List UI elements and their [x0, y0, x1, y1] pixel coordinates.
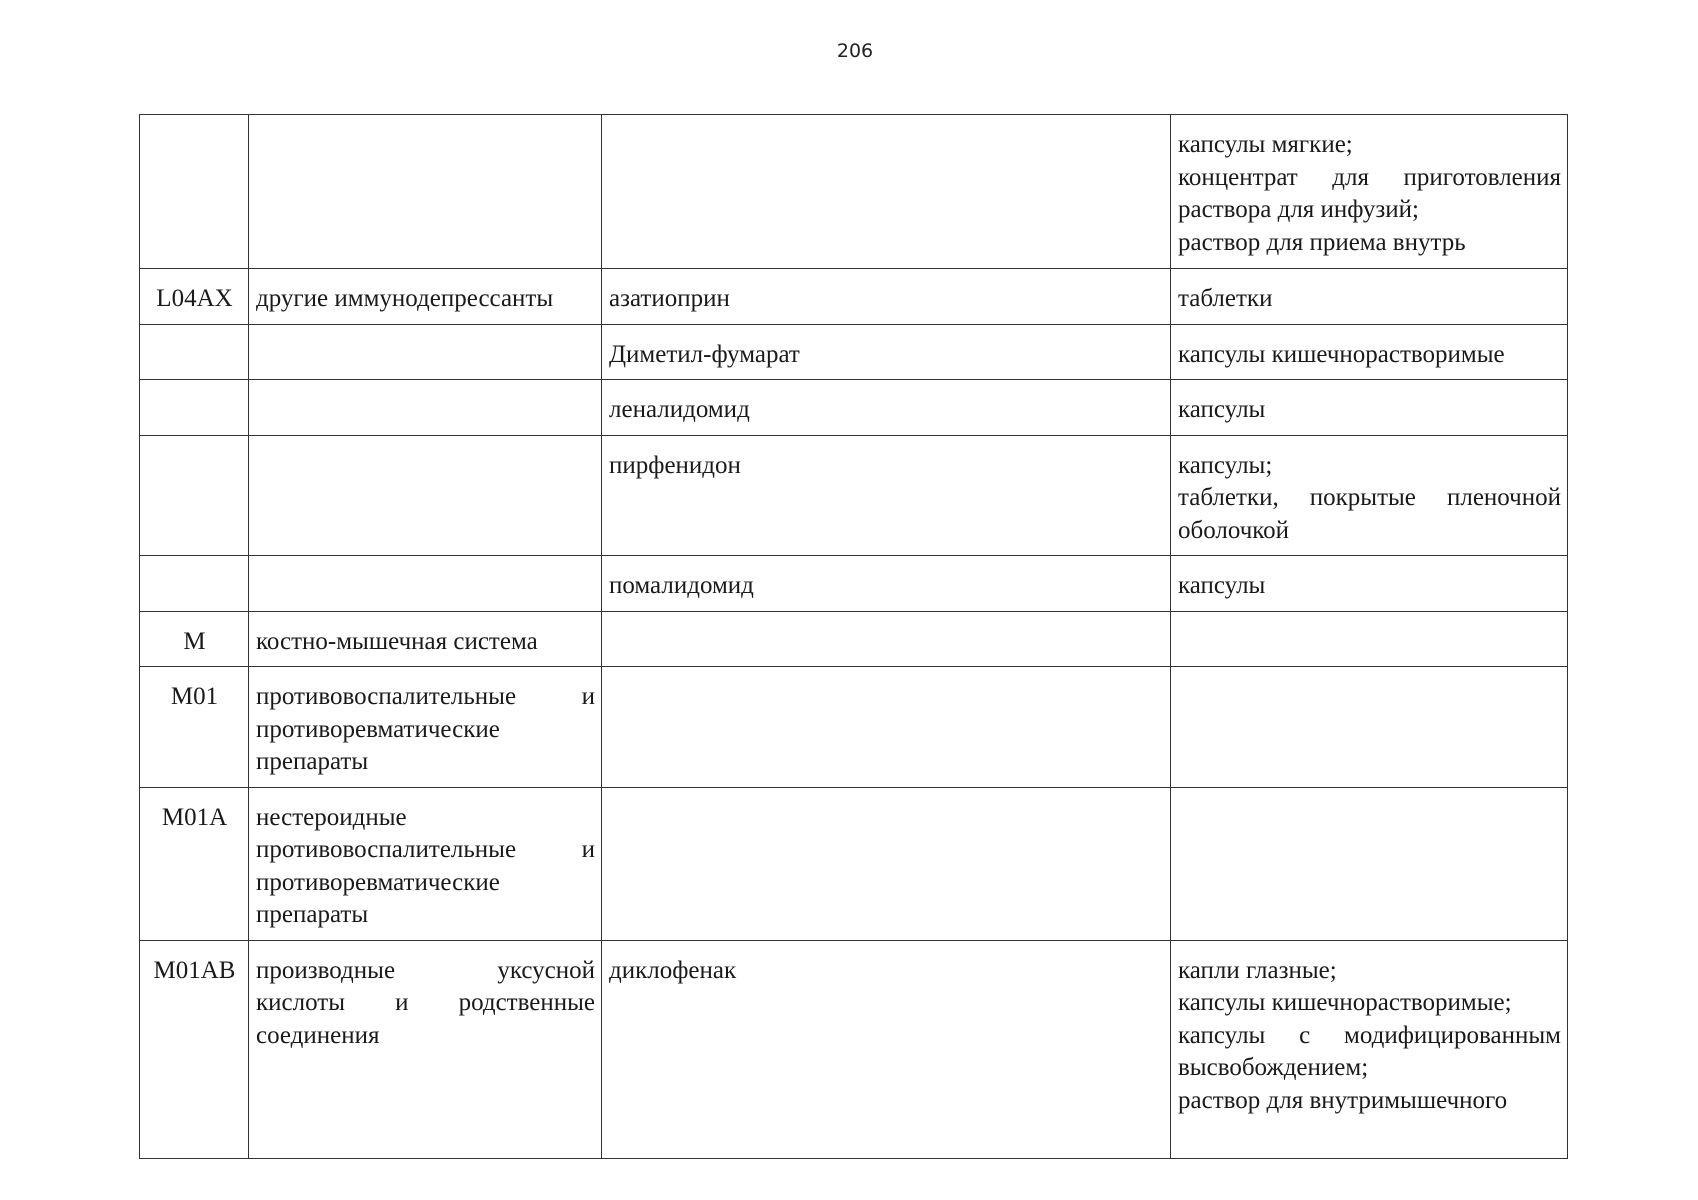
table-row [140, 324, 1568, 380]
atc-code-cell [140, 556, 249, 612]
cell-line: раствор для внутримышечного [1178, 1086, 1508, 1114]
cell-line: противоревматические [256, 868, 500, 896]
anatomical-group-cell [249, 556, 602, 612]
cell-line: капсулы мягкие; [1178, 131, 1353, 158]
dosage-form-cell [1171, 556, 1568, 612]
cell-line: капли глазные; [1178, 956, 1337, 984]
cell-line: противоревматические [256, 715, 500, 743]
cell-line: капсулы с модифицированным [1178, 1021, 1561, 1049]
table-row [140, 940, 1568, 1158]
atc-code-cell [140, 115, 249, 269]
drug-name-cell: пирфенидон [602, 435, 1171, 556]
dosage-form-cell [1171, 787, 1568, 940]
atc-code-cell: M01 [140, 667, 249, 788]
drug-name-cell [602, 611, 1171, 667]
anatomical-group-cell [249, 611, 602, 667]
table-row [140, 380, 1568, 436]
cell-line: таблетки [1178, 285, 1273, 312]
drug-table [139, 114, 1568, 1159]
drug-name-cell: леналидомид [602, 380, 1171, 436]
drug-name-cell [602, 667, 1171, 788]
cell-line: таблетки, покрытые пленочной [1178, 484, 1561, 511]
dosage-form-cell [1171, 667, 1568, 788]
cell-line: высвобождением; [1178, 1054, 1369, 1081]
cell-line: производные уксусной [256, 956, 595, 984]
drug-name-cell: диклофенак [602, 940, 1171, 1158]
cell-line: кислоты и родственные [256, 989, 595, 1016]
dosage-form-cell [1171, 324, 1568, 380]
cell-line: раствор для приема внутрь [1178, 228, 1466, 256]
table-row [140, 269, 1568, 325]
atc-code-cell: M01AB [140, 940, 249, 1158]
cell-line: капсулы [1178, 572, 1266, 599]
table-row [140, 667, 1568, 788]
anatomical-group-cell [249, 435, 602, 556]
table-row [140, 787, 1568, 940]
anatomical-group-cell [249, 324, 602, 380]
cell-line: оболочкой [1178, 516, 1290, 544]
cell-line: раствора для инфузий; [1178, 196, 1419, 223]
anatomical-group-cell [249, 787, 602, 940]
cell-line: капсулы [1178, 396, 1266, 423]
table-row [140, 435, 1568, 556]
drug-name-cell [602, 115, 1171, 269]
cell-line: другие иммунодепрессанты [256, 285, 554, 312]
drug-name-cell [602, 787, 1171, 940]
table-body [140, 115, 1568, 1159]
cell-line: концентрат для приготовления [1178, 163, 1561, 191]
table-row [140, 556, 1568, 612]
anatomical-group-cell [249, 269, 602, 325]
drug-name-cell: азатиоприн [602, 269, 1171, 325]
dosage-form-cell [1171, 380, 1568, 436]
cell-line: капсулы кишечнорастворимые [1178, 340, 1505, 368]
atc-code-cell: M [140, 611, 249, 667]
atc-code-cell [140, 380, 249, 436]
cell-line: противовоспалительные и [256, 836, 595, 863]
atc-code-cell: M01A [140, 787, 249, 940]
dosage-form-cell [1171, 611, 1568, 667]
table-row [140, 611, 1568, 667]
dosage-form-cell [1171, 435, 1568, 556]
cell-line: противовоспалительные и [256, 683, 595, 710]
anatomical-group-cell [249, 940, 602, 1158]
anatomical-group-cell [249, 380, 602, 436]
cell-line: капсулы кишечнорастворимые; [1178, 989, 1512, 1016]
drug-name-cell: Диметил-фумарат [602, 324, 1171, 380]
drug-name-cell: помалидомид [602, 556, 1171, 612]
atc-code-cell: L04AX [140, 269, 249, 325]
anatomical-group-cell [249, 667, 602, 788]
page-number: 206 [836, 40, 874, 62]
table-row [140, 115, 1568, 269]
cell-line: капсулы; [1178, 451, 1273, 479]
cell-line: препараты [256, 901, 369, 928]
cell-line: соединения [256, 1021, 380, 1049]
dosage-form-cell [1171, 940, 1568, 1158]
dosage-form-cell [1171, 115, 1568, 269]
cell-line: костно-мышечная система [256, 627, 538, 655]
atc-code-cell [140, 435, 249, 556]
cell-line: нестероидные [256, 803, 407, 831]
cell-line: препараты [256, 748, 369, 775]
anatomical-group-cell [249, 115, 602, 269]
atc-code-cell [140, 324, 249, 380]
dosage-form-cell [1171, 269, 1568, 325]
